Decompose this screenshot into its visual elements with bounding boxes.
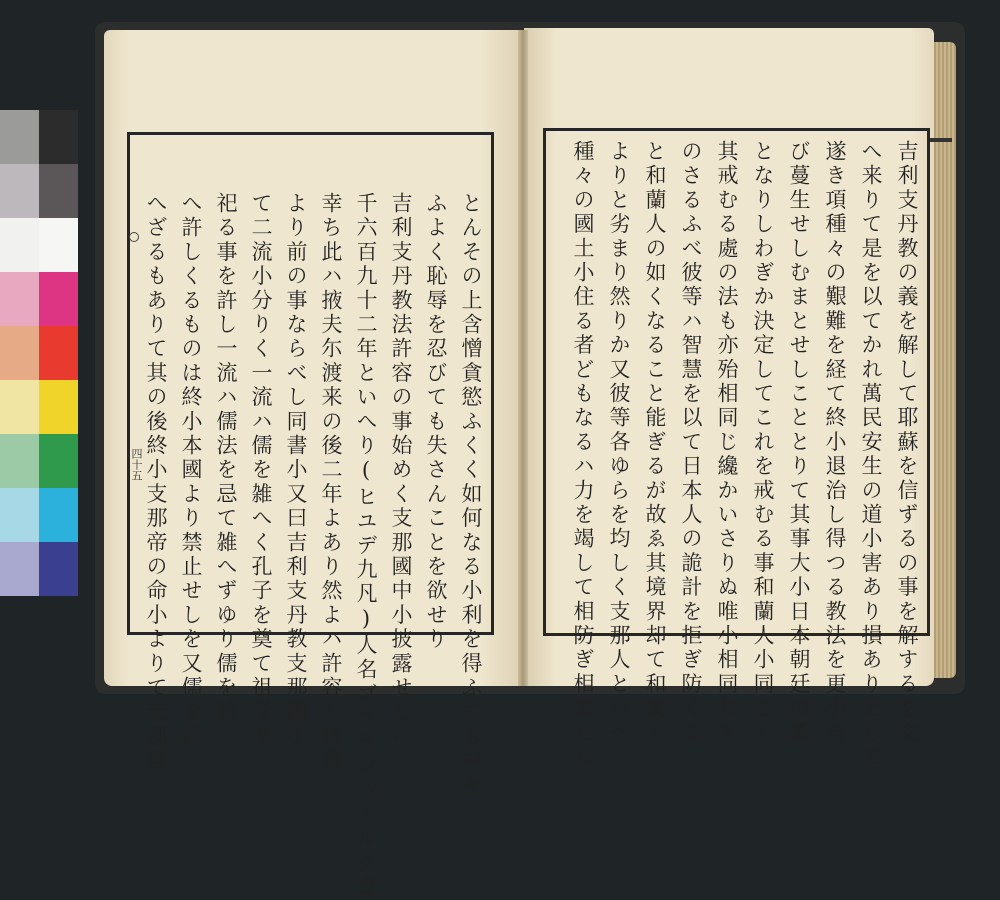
text-column: よりと劣まり然りか又彼等各ゆらを均しく支那人といへ <box>607 140 631 745</box>
calibration-row <box>0 110 78 164</box>
color-swatch <box>39 164 78 218</box>
text-column: のさるふべ彼等ハ智慧を以て日本人の詭計を拒ぎ防くこ <box>679 140 703 745</box>
text-column: へざるもありて其の後終小支那帝の命小よりて支那國 <box>144 192 168 773</box>
text-column: より前の事ならべし同書小又曰吉利支丹教支那國小 <box>284 192 308 749</box>
calibration-row <box>0 488 78 542</box>
color-swatch <box>39 218 78 272</box>
color-swatch <box>0 380 39 434</box>
margin-circle-mark <box>129 232 139 242</box>
text-column: 其戒むる處の法も亦殆相同じ纔かいさりぬ唯小相同じき <box>715 140 739 745</box>
text-column: 祀る事を許し一流ハ儒法を忌て雑へずゆり儒を雑 <box>214 192 238 725</box>
calibration-row <box>0 434 78 488</box>
color-swatch <box>39 434 78 488</box>
calibration-row <box>0 380 78 434</box>
text-column: とんその上含憎貪慾ふくく如何なる小利を得ふても中々 <box>459 192 483 797</box>
text-column: ふよく恥辱を忍びても失さんことを欲せり <box>424 192 448 652</box>
color-swatch <box>39 488 78 542</box>
color-swatch <box>0 110 39 164</box>
text-column: て二流小分りく一流ハ儒を雑へく孔子を奠て祖考を <box>249 192 273 749</box>
text-column: となりしわぎか決定してこれを戒むる事和蘭人小同じく <box>751 140 775 745</box>
calibration-row <box>0 326 78 380</box>
color-swatch <box>39 380 78 434</box>
color-swatch <box>0 488 39 542</box>
text-column: と和蘭人の如くなること能ぎるが故ゑ其境界却て和蘭人 <box>643 140 667 745</box>
book-gutter <box>518 30 528 686</box>
text-column: び蔓生せしむまとせしこととりて其事大小日本朝廷の憂 <box>787 140 811 745</box>
text-column: 吉利支丹教の義を解して耶蘇を信ずるの事を解するを交 <box>895 140 919 745</box>
text-column: へ来りて是を以てかれ萬民安生の道小害あり損ありとして <box>859 140 883 770</box>
color-swatch <box>0 542 39 596</box>
calibration-row <box>0 272 78 326</box>
color-swatch <box>39 110 78 164</box>
calibration-row <box>0 164 78 218</box>
calibration-row <box>0 542 78 596</box>
page-number: 四十五 <box>130 448 143 481</box>
binding-thread <box>930 138 952 142</box>
color-calibration-chart <box>0 110 78 596</box>
color-swatch <box>0 326 39 380</box>
text-column: 千六百九十二年といへり(ヒユデ九凡)人名ゴウラシットルク書 <box>354 192 378 900</box>
text-column: 種々の國土小住る者どもなるハ力を竭して相防ぎ相害せん <box>571 140 595 770</box>
calibration-row <box>0 218 78 272</box>
text-column: 吉利支丹教法許容の事始めく支那國中小披露せしハ <box>389 192 413 749</box>
color-swatch <box>39 272 78 326</box>
color-swatch <box>0 272 39 326</box>
text-column: へ許しくるものは終小本國より禁止せしを又儒を雑 <box>179 192 203 749</box>
color-swatch <box>39 542 78 596</box>
color-swatch <box>0 434 39 488</box>
text-column: 幸ち此ハ掖夫尓渡来の後二年よあり然よハ許容ハ披露 <box>319 192 343 773</box>
color-swatch <box>0 164 39 218</box>
color-swatch <box>39 326 78 380</box>
text-column: 遂き項種々の艱難を経て終小退治し得つる教法を更小再 <box>823 140 847 745</box>
color-swatch <box>0 218 39 272</box>
